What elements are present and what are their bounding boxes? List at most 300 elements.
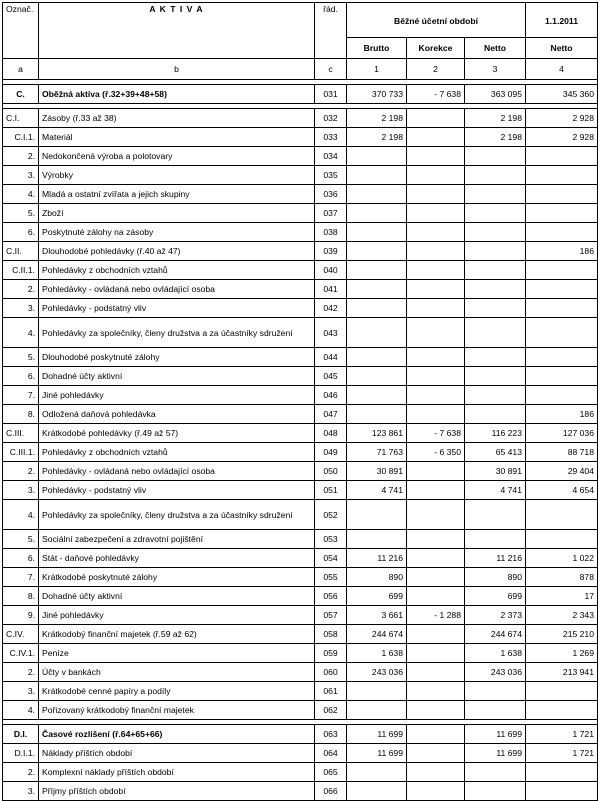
row-number: 032 xyxy=(315,109,347,128)
row-korekce xyxy=(407,663,465,682)
row-designation: 2. xyxy=(3,663,39,682)
row-netto-prev xyxy=(526,204,598,223)
row-netto-prev: 215 210 xyxy=(526,625,598,644)
row-brutto: 11 699 xyxy=(347,744,407,763)
row-netto-prev xyxy=(526,367,598,386)
row-korekce xyxy=(407,367,465,386)
row-netto xyxy=(465,242,526,261)
row-brutto: 3 661 xyxy=(347,606,407,625)
row-korekce xyxy=(407,128,465,147)
row-designation: C.II. xyxy=(3,242,39,261)
row-brutto xyxy=(347,185,407,204)
header-col-3: 3 xyxy=(465,59,526,80)
row-designation: 7. xyxy=(3,386,39,405)
row-label: Jiné pohledávky xyxy=(39,606,315,625)
row-label: Časové rozlišení (ř.64+65+66) xyxy=(39,725,315,744)
row-netto: 2 198 xyxy=(465,128,526,147)
row-brutto: 1 638 xyxy=(347,644,407,663)
balance-sheet-assets-table xyxy=(2,2,598,801)
row-korekce xyxy=(407,386,465,405)
row-netto-prev xyxy=(526,261,598,280)
row-netto-prev: 878 xyxy=(526,568,598,587)
row-number: 041 xyxy=(315,280,347,299)
row-number: 050 xyxy=(315,462,347,481)
row-korekce xyxy=(407,147,465,166)
row-designation: 2. xyxy=(3,462,39,481)
row-netto: 244 674 xyxy=(465,625,526,644)
row-label: Pohledávky - ovládaná nebo ovládající osoba xyxy=(39,462,315,481)
row-brutto: 123 861 xyxy=(347,424,407,443)
row-label: Účty v bankách xyxy=(39,663,315,682)
row-label: Zboží xyxy=(39,204,315,223)
row-netto xyxy=(465,405,526,424)
row-label: Peníze xyxy=(39,644,315,663)
row-netto: 11 699 xyxy=(465,744,526,763)
row-brutto xyxy=(347,386,407,405)
row-label: Pohledávky - ovládaná nebo ovládající osoba xyxy=(39,280,315,299)
row-netto: 699 xyxy=(465,587,526,606)
row-number: 037 xyxy=(315,204,347,223)
row-designation: C.IV. xyxy=(3,625,39,644)
row-netto xyxy=(465,166,526,185)
row-netto xyxy=(465,299,526,318)
header-oznac: Označ. xyxy=(3,3,39,59)
row-brutto: 370 733 xyxy=(347,85,407,104)
row-number: 045 xyxy=(315,367,347,386)
row-brutto xyxy=(347,166,407,185)
row-label: Sociální zabezpečení a zdravotní pojištění xyxy=(39,530,315,549)
row-korekce xyxy=(407,242,465,261)
row-netto: 65 413 xyxy=(465,443,526,462)
row-korekce xyxy=(407,318,465,348)
row-label: Pohledávky za společníky, členy družstva a za účastníky sdružení xyxy=(39,500,315,530)
row-designation: 4. xyxy=(3,500,39,530)
row-designation: C.I.1. xyxy=(3,128,39,147)
table-row xyxy=(3,185,598,204)
row-netto: 1 638 xyxy=(465,644,526,663)
row-number: 064 xyxy=(315,744,347,763)
row-korekce: - 1 288 xyxy=(407,606,465,625)
table-row xyxy=(3,625,598,644)
row-label: Komplexní náklady příštích období xyxy=(39,763,315,782)
row-netto-prev: 186 xyxy=(526,405,598,424)
row-designation: 3. xyxy=(3,782,39,801)
row-netto: 11 699 xyxy=(465,725,526,744)
row-netto-prev xyxy=(526,763,598,782)
row-netto xyxy=(465,185,526,204)
header-period: Běžné účetní období xyxy=(347,3,526,38)
row-designation: 2. xyxy=(3,763,39,782)
row-number: 057 xyxy=(315,606,347,625)
row-label: Nedokončená výroba a polotovary xyxy=(39,147,315,166)
table-row xyxy=(3,367,598,386)
row-netto xyxy=(465,261,526,280)
row-number: 054 xyxy=(315,549,347,568)
row-brutto: 71 763 xyxy=(347,443,407,462)
row-label: Pohledávky z obchodních vztahů xyxy=(39,261,315,280)
row-label: Pořizovaný krátkodobý finanční majetek xyxy=(39,701,315,720)
row-number: 047 xyxy=(315,405,347,424)
row-korekce xyxy=(407,744,465,763)
row-designation: 3. xyxy=(3,682,39,701)
table-row xyxy=(3,147,598,166)
row-label: Dlouhodobé poskytnuté zálohy xyxy=(39,348,315,367)
row-netto-prev xyxy=(526,166,598,185)
row-netto-prev xyxy=(526,280,598,299)
row-korekce xyxy=(407,109,465,128)
row-netto xyxy=(465,348,526,367)
row-designation: C.III. xyxy=(3,424,39,443)
header-col-1: 1 xyxy=(347,59,407,80)
row-netto: 363 095 xyxy=(465,85,526,104)
row-netto-prev xyxy=(526,185,598,204)
header-col-2: 2 xyxy=(407,59,465,80)
row-netto-prev xyxy=(526,782,598,801)
row-number: 035 xyxy=(315,166,347,185)
row-netto-prev: 2 928 xyxy=(526,128,598,147)
table-row xyxy=(3,280,598,299)
table-row xyxy=(3,261,598,280)
row-designation: 5. xyxy=(3,204,39,223)
row-number: 043 xyxy=(315,318,347,348)
header-aktiva: A K T I V A xyxy=(39,3,315,59)
row-netto-prev: 4 654 xyxy=(526,481,598,500)
row-number: 063 xyxy=(315,725,347,744)
header-col-a: a xyxy=(3,59,39,80)
row-netto: 11 216 xyxy=(465,549,526,568)
row-number: 053 xyxy=(315,530,347,549)
header-prev-date: 1.1.2011 xyxy=(526,3,598,38)
row-designation: 4. xyxy=(3,318,39,348)
row-designation: 7. xyxy=(3,568,39,587)
row-number: 059 xyxy=(315,644,347,663)
row-korekce: - 7 638 xyxy=(407,424,465,443)
row-number: 031 xyxy=(315,85,347,104)
row-korekce xyxy=(407,299,465,318)
row-designation: 8. xyxy=(3,405,39,424)
row-netto xyxy=(465,682,526,701)
row-netto xyxy=(465,530,526,549)
row-brutto xyxy=(347,782,407,801)
row-korekce xyxy=(407,644,465,663)
row-label: Pohledávky z obchodních vztahů xyxy=(39,443,315,462)
row-korekce xyxy=(407,280,465,299)
row-number: 034 xyxy=(315,147,347,166)
row-label: Poskytnuté zálohy na zásoby xyxy=(39,223,315,242)
row-korekce xyxy=(407,348,465,367)
row-label: Krátkodobé poskytnuté zálohy xyxy=(39,568,315,587)
row-number: 061 xyxy=(315,682,347,701)
row-brutto: 243 036 xyxy=(347,663,407,682)
row-designation: 9. xyxy=(3,606,39,625)
row-korekce xyxy=(407,625,465,644)
table-row xyxy=(3,242,598,261)
row-number: 048 xyxy=(315,424,347,443)
header-col-b: b xyxy=(39,59,315,80)
row-label: Náklady příštích období xyxy=(39,744,315,763)
row-korekce xyxy=(407,782,465,801)
row-brutto: 2 198 xyxy=(347,109,407,128)
row-korekce: - 7 638 xyxy=(407,85,465,104)
row-netto-prev: 345 360 xyxy=(526,85,598,104)
row-number: 046 xyxy=(315,386,347,405)
row-designation: 6. xyxy=(3,367,39,386)
row-number: 055 xyxy=(315,568,347,587)
row-brutto: 30 891 xyxy=(347,462,407,481)
row-designation: C. xyxy=(3,85,39,104)
row-number: 062 xyxy=(315,701,347,720)
table-row xyxy=(3,744,598,763)
row-netto-prev xyxy=(526,500,598,530)
header-row-top xyxy=(3,3,598,38)
table-row xyxy=(3,405,598,424)
table-row xyxy=(3,549,598,568)
row-brutto: 11 699 xyxy=(347,725,407,744)
row-number: 066 xyxy=(315,782,347,801)
row-label: Jiné pohledávky xyxy=(39,386,315,405)
row-brutto: 11 216 xyxy=(347,549,407,568)
row-label: Krátkodobé cenné papíry a podíly xyxy=(39,682,315,701)
row-netto: 116 223 xyxy=(465,424,526,443)
row-label: Dohadné účty aktivní xyxy=(39,587,315,606)
row-netto-prev: 2 343 xyxy=(526,606,598,625)
row-brutto xyxy=(347,348,407,367)
table-row xyxy=(3,386,598,405)
row-label: Výrobky xyxy=(39,166,315,185)
row-korekce xyxy=(407,261,465,280)
row-brutto: 4 741 xyxy=(347,481,407,500)
row-brutto xyxy=(347,682,407,701)
row-label: Pohledávky - podstatný vliv xyxy=(39,481,315,500)
table-row xyxy=(3,587,598,606)
row-netto-prev xyxy=(526,701,598,720)
table-row xyxy=(3,424,598,443)
header-col-4: 4 xyxy=(526,59,598,80)
row-brutto: 890 xyxy=(347,568,407,587)
row-netto xyxy=(465,280,526,299)
row-netto-prev xyxy=(526,348,598,367)
row-netto-prev: 1 022 xyxy=(526,549,598,568)
table-row xyxy=(3,606,598,625)
row-netto xyxy=(465,701,526,720)
row-netto-prev xyxy=(526,530,598,549)
row-netto xyxy=(465,223,526,242)
table-row xyxy=(3,568,598,587)
row-brutto xyxy=(347,299,407,318)
row-netto: 243 036 xyxy=(465,663,526,682)
row-brutto xyxy=(347,367,407,386)
table-row xyxy=(3,318,598,348)
row-label: Mladá a ostatní zvířata a jejich skupiny xyxy=(39,185,315,204)
row-netto-prev: 88 718 xyxy=(526,443,598,462)
row-korekce xyxy=(407,204,465,223)
row-korekce xyxy=(407,568,465,587)
row-designation: 3. xyxy=(3,299,39,318)
row-netto-prev xyxy=(526,386,598,405)
row-designation: D.I.1. xyxy=(3,744,39,763)
row-number: 056 xyxy=(315,587,347,606)
row-label: Krátkodobý finanční majetek (ř.59 až 62) xyxy=(39,625,315,644)
row-number: 060 xyxy=(315,663,347,682)
row-designation: 6. xyxy=(3,223,39,242)
row-brutto xyxy=(347,763,407,782)
table-row xyxy=(3,725,598,744)
row-label: Stát - daňové pohledávky xyxy=(39,549,315,568)
row-korekce xyxy=(407,405,465,424)
row-korekce xyxy=(407,725,465,744)
row-label: Pohledávky - podstatný vliv xyxy=(39,299,315,318)
row-designation: C.II.1. xyxy=(3,261,39,280)
table-row xyxy=(3,128,598,147)
row-designation: 4. xyxy=(3,185,39,204)
row-netto-prev: 1 269 xyxy=(526,644,598,663)
row-label: Dohadné účty aktivní xyxy=(39,367,315,386)
row-brutto: 2 198 xyxy=(347,128,407,147)
row-netto-prev: 17 xyxy=(526,587,598,606)
row-netto-prev: 1 721 xyxy=(526,744,598,763)
table-row xyxy=(3,85,598,104)
row-designation: C.IV.1. xyxy=(3,644,39,663)
row-designation: D.I. xyxy=(3,725,39,744)
row-designation: C.III.1. xyxy=(3,443,39,462)
row-number: 049 xyxy=(315,443,347,462)
row-number: 033 xyxy=(315,128,347,147)
row-label: Pohledávky za společníky, členy družstva a za účastníky sdružení xyxy=(39,318,315,348)
row-number: 058 xyxy=(315,625,347,644)
row-designation: 2. xyxy=(3,147,39,166)
row-korekce xyxy=(407,166,465,185)
row-brutto xyxy=(347,500,407,530)
row-brutto xyxy=(347,223,407,242)
row-korekce xyxy=(407,701,465,720)
row-netto xyxy=(465,367,526,386)
table-row xyxy=(3,166,598,185)
row-netto-prev: 127 036 xyxy=(526,424,598,443)
header-row-letters xyxy=(3,59,598,80)
row-netto-prev: 2 928 xyxy=(526,109,598,128)
row-number: 036 xyxy=(315,185,347,204)
row-designation: 8. xyxy=(3,587,39,606)
table-row xyxy=(3,223,598,242)
row-label: Oběžná aktiva (ř.32+39+48+58) xyxy=(39,85,315,104)
row-number: 065 xyxy=(315,763,347,782)
row-designation: 5. xyxy=(3,348,39,367)
row-netto xyxy=(465,782,526,801)
row-brutto xyxy=(347,530,407,549)
row-brutto xyxy=(347,318,407,348)
row-netto: 2 373 xyxy=(465,606,526,625)
row-korekce xyxy=(407,763,465,782)
header-korekce: Korekce xyxy=(407,38,465,59)
table-row xyxy=(3,682,598,701)
row-brutto xyxy=(347,204,407,223)
row-netto-prev: 213 941 xyxy=(526,663,598,682)
row-number: 044 xyxy=(315,348,347,367)
row-netto xyxy=(465,318,526,348)
table-row xyxy=(3,763,598,782)
header-brutto: Brutto xyxy=(347,38,407,59)
row-brutto: 244 674 xyxy=(347,625,407,644)
table-row xyxy=(3,481,598,500)
row-korekce xyxy=(407,185,465,204)
row-brutto xyxy=(347,280,407,299)
row-brutto: 699 xyxy=(347,587,407,606)
table-row xyxy=(3,443,598,462)
row-brutto xyxy=(347,147,407,166)
row-korekce xyxy=(407,462,465,481)
row-number: 040 xyxy=(315,261,347,280)
row-netto: 890 xyxy=(465,568,526,587)
row-label: Krátkodobé pohledávky (ř.49 až 57) xyxy=(39,424,315,443)
row-netto xyxy=(465,763,526,782)
table-row xyxy=(3,299,598,318)
row-korekce xyxy=(407,682,465,701)
row-netto-prev: 186 xyxy=(526,242,598,261)
row-designation: 4. xyxy=(3,701,39,720)
row-number: 042 xyxy=(315,299,347,318)
row-label: Odložená daňová pohledávka xyxy=(39,405,315,424)
row-korekce xyxy=(407,530,465,549)
table-row xyxy=(3,204,598,223)
row-label: Zásoby (ř.33 až 38) xyxy=(39,109,315,128)
table-row xyxy=(3,782,598,801)
row-netto-prev: 1 721 xyxy=(526,725,598,744)
row-netto xyxy=(465,204,526,223)
row-netto-prev xyxy=(526,318,598,348)
row-netto-prev xyxy=(526,223,598,242)
row-label: Materiál xyxy=(39,128,315,147)
row-netto-prev xyxy=(526,299,598,318)
row-korekce xyxy=(407,500,465,530)
table-row xyxy=(3,462,598,481)
row-korekce xyxy=(407,587,465,606)
header-netto: Netto xyxy=(465,38,526,59)
row-netto: 30 891 xyxy=(465,462,526,481)
row-brutto xyxy=(347,242,407,261)
table-row xyxy=(3,663,598,682)
header-netto-prev: Netto xyxy=(526,38,598,59)
row-designation: 3. xyxy=(3,481,39,500)
row-number: 052 xyxy=(315,500,347,530)
table-row xyxy=(3,109,598,128)
row-netto xyxy=(465,500,526,530)
row-netto xyxy=(465,386,526,405)
table-row xyxy=(3,644,598,663)
row-netto-prev: 29 404 xyxy=(526,462,598,481)
row-designation: 6. xyxy=(3,549,39,568)
row-label: Příjmy příštích období xyxy=(39,782,315,801)
row-netto-prev xyxy=(526,682,598,701)
row-label: Dlouhodobé pohledávky (ř.40 až 47) xyxy=(39,242,315,261)
row-netto-prev xyxy=(526,147,598,166)
header-col-c: c xyxy=(315,59,347,80)
row-netto xyxy=(465,147,526,166)
row-number: 039 xyxy=(315,242,347,261)
row-brutto xyxy=(347,261,407,280)
table-row xyxy=(3,701,598,720)
row-brutto xyxy=(347,405,407,424)
header-rad: řád. xyxy=(315,3,347,59)
row-korekce: - 6 350 xyxy=(407,443,465,462)
row-designation: 3. xyxy=(3,166,39,185)
row-korekce xyxy=(407,549,465,568)
row-korekce xyxy=(407,481,465,500)
table-row xyxy=(3,530,598,549)
table-row xyxy=(3,348,598,367)
row-designation: 2. xyxy=(3,280,39,299)
row-netto: 2 198 xyxy=(465,109,526,128)
row-netto: 4 741 xyxy=(465,481,526,500)
